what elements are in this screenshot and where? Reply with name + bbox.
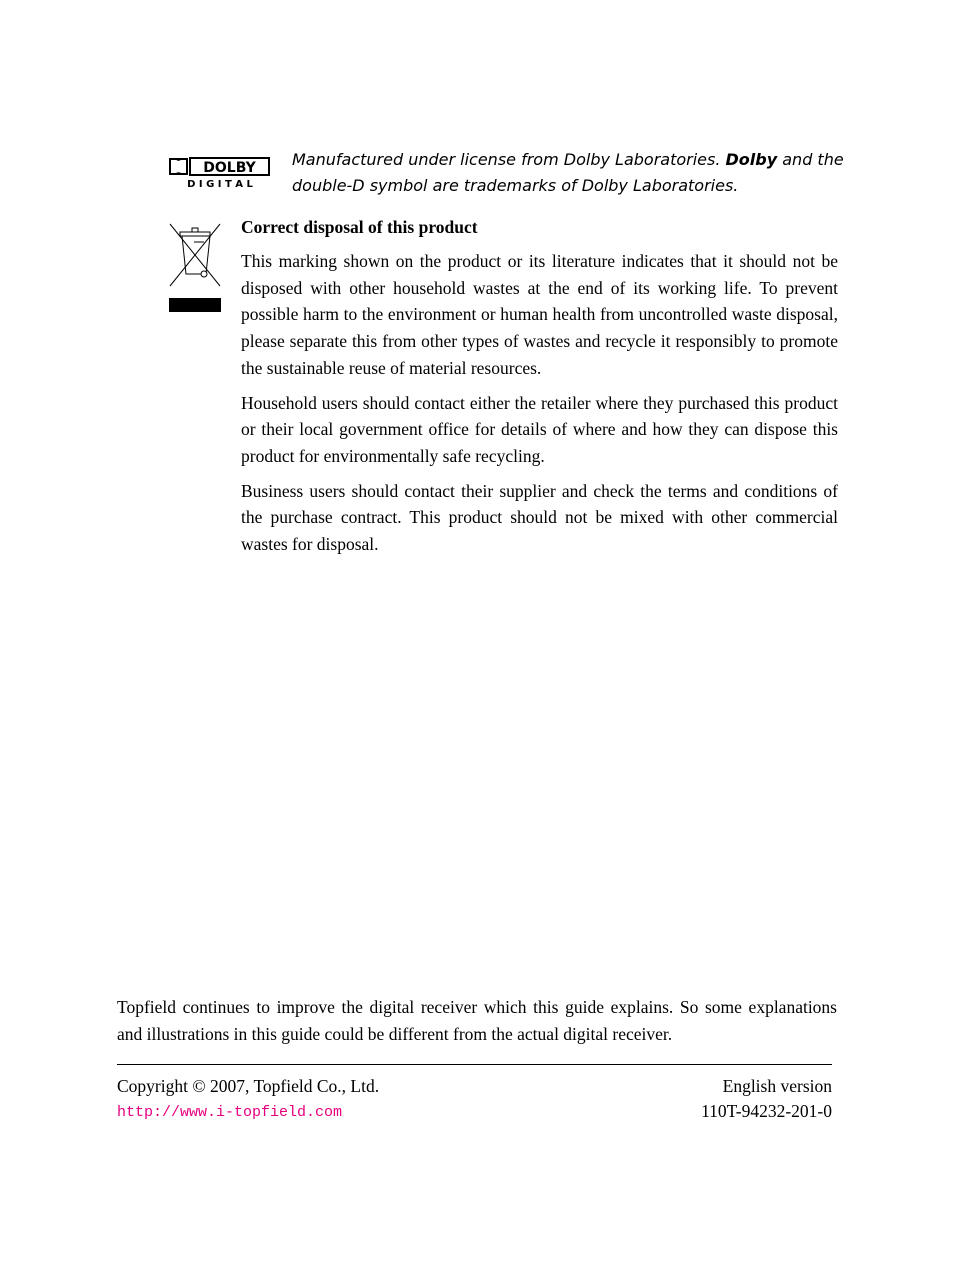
dolby-logo-word: DOLBY [203, 160, 256, 176]
dolby-digital-logo [168, 155, 272, 189]
document-number: 110T-94232-201-0 [701, 1101, 832, 1121]
crossed-out-bin-icon [168, 222, 222, 314]
dolby-trademark-text: Manufactured under license from Dolby Laboratories. Dolby and the double-D symbol are trademarks of Dolby Laboratories. [292, 150, 844, 195]
language-version: English version [722, 1076, 832, 1096]
disposal-paragraph: Business users should contact their supplier and check the terms and conditions of the purchase contract. This product should not be mixed with other commercial wastes for disposal. [241, 480, 838, 555]
website-link[interactable]: http://www.i-topfield.com [117, 1104, 343, 1121]
disposal-paragraph: This marking shown on the product or its literature indicates that it should not be disposed with other household wastes at the end of its working life. To prevent possible harm to the environment or human health from uncontrolled waste disposal, please separate this from other types of wastes and recycle it responsibly to promote the sustainable reuse of material resources. [241, 251, 838, 378]
copyright-text: Copyright © 2007, Topfield Co., Ltd. [117, 1076, 380, 1096]
dolby-bold: Dolby [725, 150, 778, 169]
disposal-section [241, 214, 838, 566]
disposal-heading: Correct disposal of this product [241, 217, 478, 237]
dolby-logo-sub: D I G I T A L [187, 179, 253, 189]
footer-divider [117, 1064, 832, 1065]
improvement-notice: Topfield continues to improve the digital receiver which this guide explains. So some explanations and illustrations in this guide could be different from the actual digital receiver. [117, 997, 837, 1044]
disposal-paragraph: Household users should contact either the retailer where they purchased this product or their local government office for details of where and how they can dispose this product for environmentally safe recycling. [241, 392, 838, 466]
